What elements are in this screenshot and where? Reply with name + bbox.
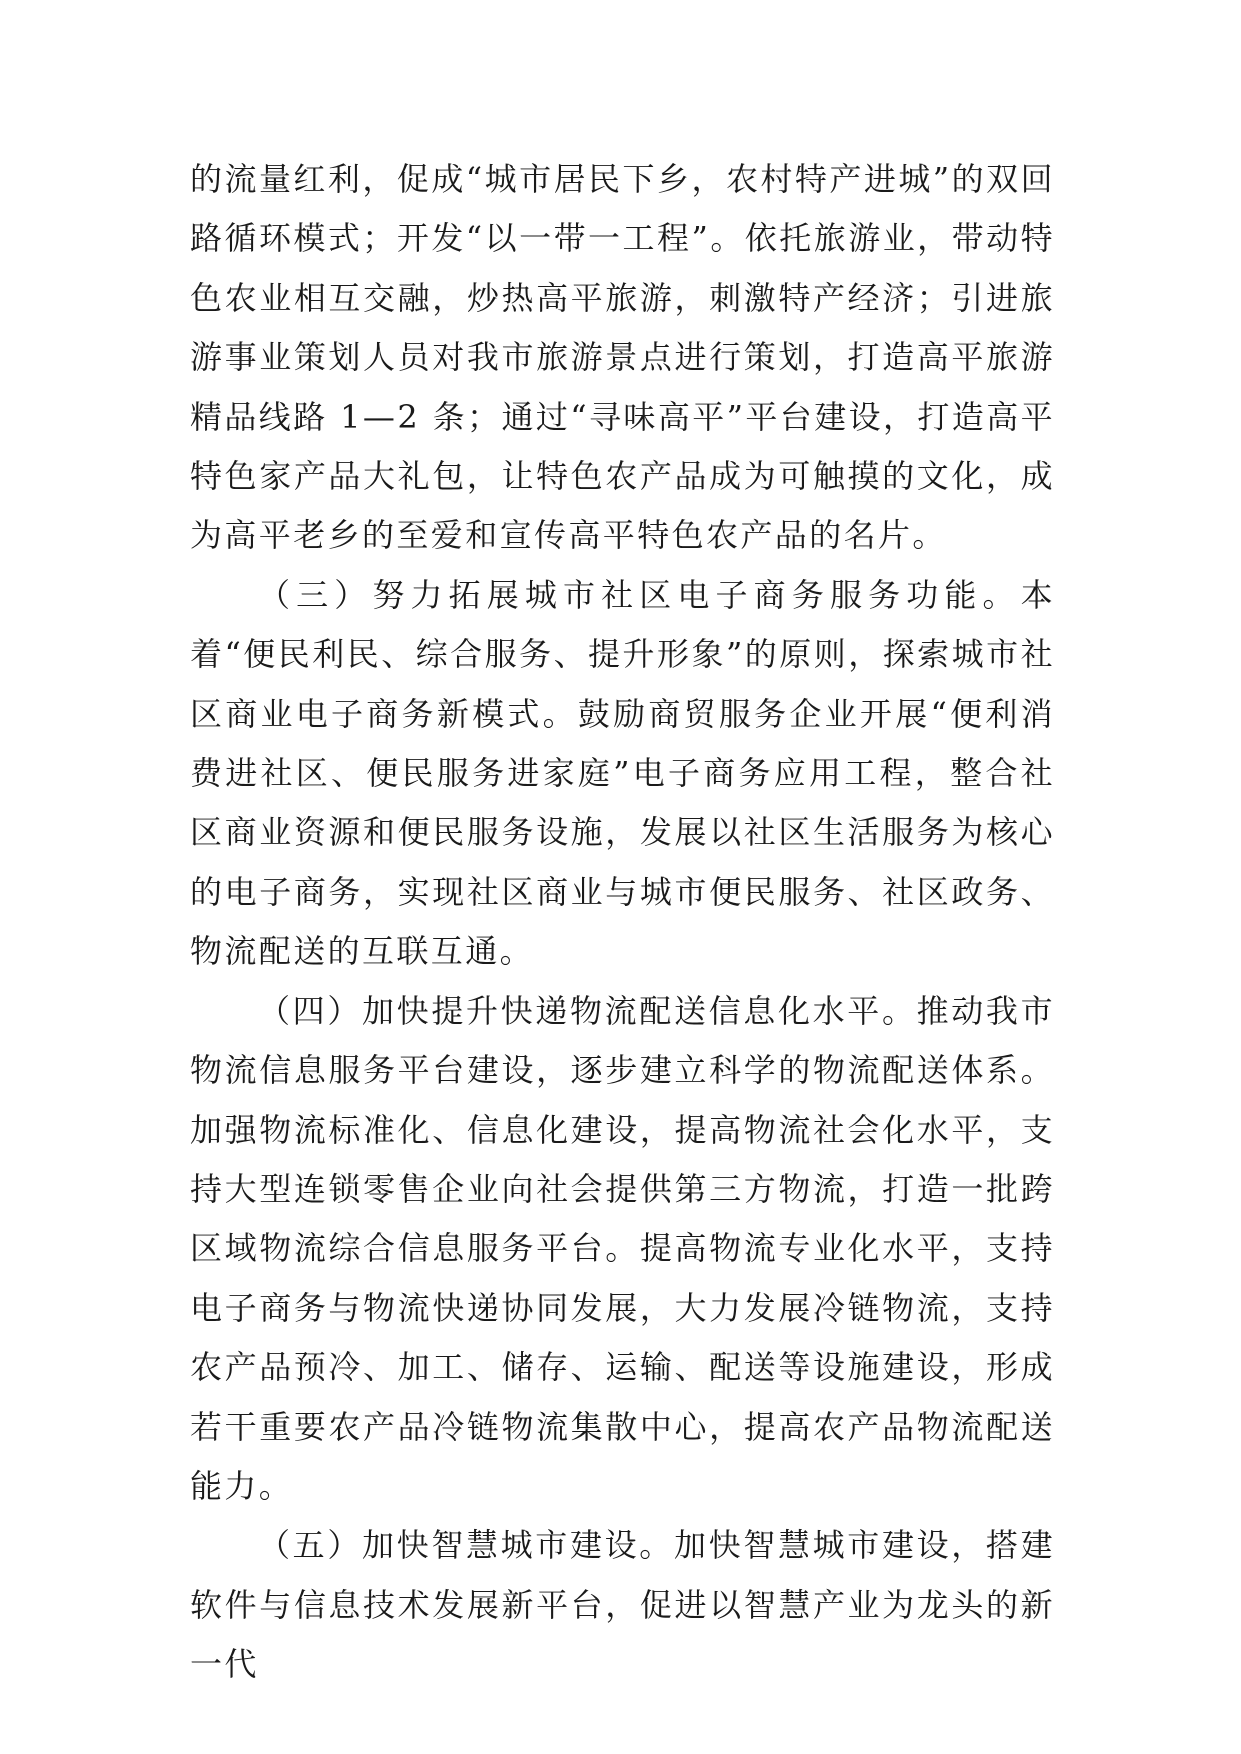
paragraph-continuation: 的流量红利，促成“城市居民下乡，农村特产进城”的双回路循环模式；开发“以一带一工程”。依托旅游业，带动特色农业相互交融，炒热高平旅游，刺激特产经济；引进旅游事业策划人员对我市旅游景点进行策划，打造高平旅游精品线路 1—2 条；通过“寻味高平”平台建设，打造高平特色家产品大礼包，让特色农产品成为可触摸的文化，成为高平老乡的至爱和宣传高平特色农产品的名片。: [190, 160, 1055, 555]
paragraph-section-4: （四）加快提升快递物流配送信息化水平。推动我市物流信息服务平台建设，逐步建立科学的物流配送体系。加强物流标准化、信息化建设，提高物流社会化水平，支持大型连锁零售企业向社会提供第三方物流，打造一批跨区域物流综合信息服务平台。提高物流专业化水平，支持电子商务与物流快递协同发展，大力发展冷链物流，支持农产品预冷、加工、储存、运输、配送等设施建设，形成若干重要农产品冷链物流集散中心，提高农产品物流配送能力。: [190, 991, 1055, 1505]
paragraph-section-5: （五）加快智慧城市建设。加快智慧城市建设，搭建软件与信息技术发展新平台，促进以智慧产业为龙头的新一代: [190, 1526, 1055, 1684]
document-body: [190, 150, 1055, 1695]
paragraph-section-3: （三）努力拓展城市社区电子商务服务功能。本着“便民利民、综合服务、提升形象”的原则，探索城市社区商业电子商务新模式。鼓励商贸服务企业开展“便利消费进社区、便民服务进家庭”电子商务应用工程，整合社区商业资源和便民服务设施，发展以社区生活服务为核心的电子商务，实现社区商业与城市便民服务、社区政务、物流配送的互联互通。: [190, 575, 1055, 971]
